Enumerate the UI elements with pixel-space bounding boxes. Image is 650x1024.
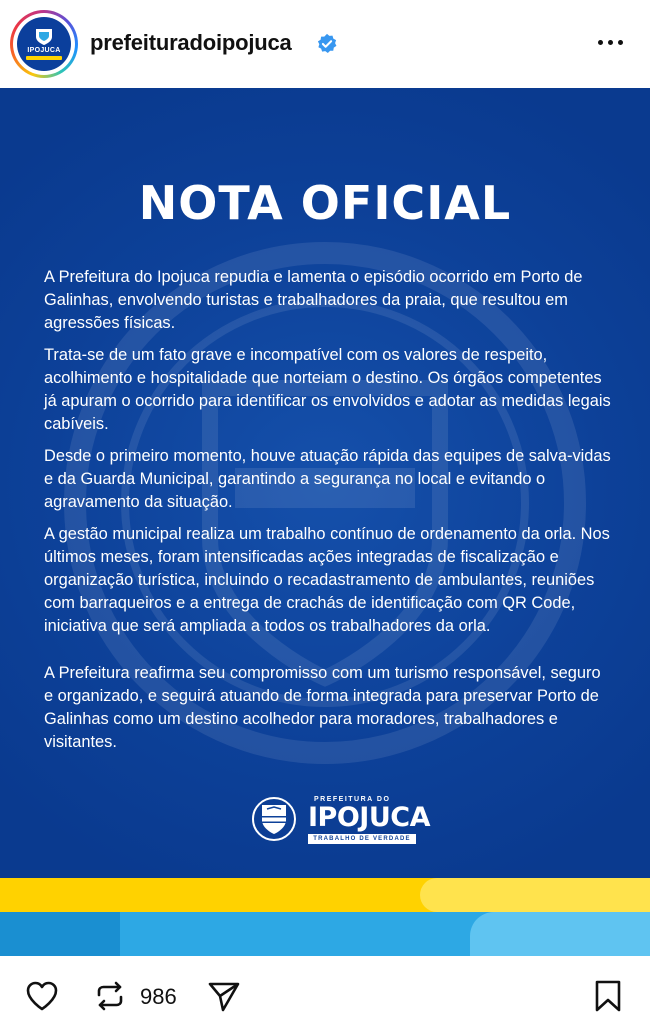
paragraph-1: A Prefeitura do Ipojuca repudia e lamenta o episódio ocorrido em Porto de Galinhas, envolvendo turistas e trabalhadores da praia, que resultou em agressões físicas. [44,268,583,332]
paragraph-3: Desde o primeiro momento, houve atuação rápida das equipes de salva-vidas e da Guarda Municipal, garantindo a segurança no local e evitando o agravamento da situação. [44,447,611,511]
paragraph-5: A Prefeitura reafirma seu compromisso com um turismo responsável, seguro e organizado, e seguirá atuando de forma integrada para preservar Porto de Galinhas como um destino acolhedor para moradores, trabalhadores e visitantes. [44,664,601,751]
username[interactable]: prefeituradoipojuca [90,30,292,55]
avatar[interactable] [10,10,78,78]
logo-small-text: PREFEITURA DO [314,796,391,803]
shield-icon [34,28,54,46]
logo-big-text: IPOJUCA [308,802,430,833]
avatar-logo [17,17,71,71]
post-header [0,0,650,88]
action-bar [0,956,650,1024]
repost-count: 986 [140,984,177,1009]
paragraph-2: Trata-se de um fato grave e incompatível com os valores de respeito, acolhimento e hospitalidade que norteiam o destino. Os órgãos competentes já apuram o ocorrido para identificar os envolvidos e adotar as medidas legais cabíveis. [44,346,611,433]
more-options-icon[interactable] [598,40,623,45]
heart-icon[interactable] [24,978,60,1014]
paragraph-4: A gestão municipal realiza um trabalho contínuo de ordenamento da orla. Nos últimos meses, foram intensificadas ações integradas de fiscalização e organização turística, incluindo o recadastramento de ambulantes, reuniões com barraqueiros e a entrega de crachás de identificação com QR Code, iniciativa que será ampliada a todos os trabalhadores da orla. [44,525,610,635]
verified-badge-icon [316,33,338,55]
city-emblem-icon [248,796,300,842]
bookmark-icon[interactable] [590,978,626,1014]
post-title: NOTA OFICIAL [138,176,512,230]
send-icon[interactable] [206,978,242,1014]
post-image [0,88,650,956]
ipojuca-logo [248,796,430,842]
repost-icon[interactable] [92,978,128,1014]
avatar-label: IPOJUCA [27,47,61,54]
logo-tagline: TRABALHO DE VERDADE [308,834,416,844]
